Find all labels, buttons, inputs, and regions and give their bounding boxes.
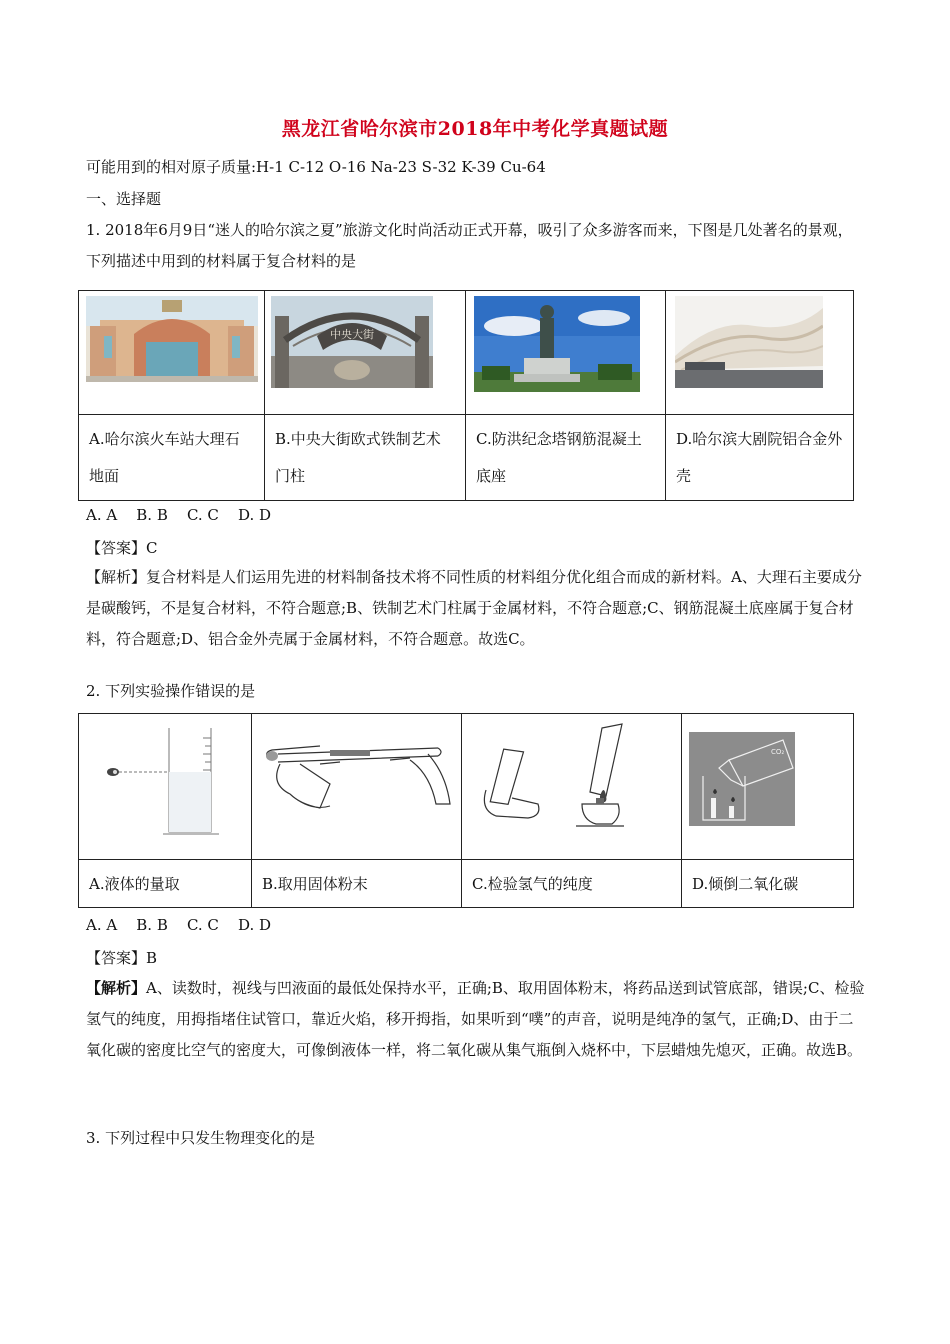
grand-theatre-image	[675, 296, 823, 388]
q2-option-d: D. D	[238, 916, 272, 934]
q2-stem: 2. 下列实验操作错误的是	[86, 682, 256, 700]
q2-option-a: A. A	[86, 916, 118, 934]
q2-analysis-text: A、读数时，视线与凹液面的最低处保持水平，正确;B、取用固体粉末，将药品送到试管底部，错误;C、检验氢气的纯度，用拇指堵住试管口，靠近火焰，移开拇指，如果听到“噗”的声音，说明是纯净的氢气，正确;D、由于二氧化碳的密度比空气的密度大，可像倒液体一样，将二氧化碳从集气瓶倒入烧杯中，下层蜡烛先熄灭，正确。故选B。	[86, 979, 865, 1059]
bottle-label: CO₂	[771, 748, 785, 756]
q1-caption-b: B.中央大街欧式铁制艺术门柱	[275, 430, 441, 485]
q1-image-a-cell	[79, 291, 265, 415]
gate-sign-text: 中央大街	[330, 328, 374, 341]
q1-option-d: D. D	[238, 506, 272, 524]
q2-option-c: C. C	[186, 916, 219, 934]
q2-answer	[86, 948, 870, 968]
q1-caption-c: C.防洪纪念塔钢筋混凝土底座	[476, 430, 642, 485]
q1-caption-d: D.哈尔滨大剧院铝合金外壳	[676, 430, 843, 485]
q2-image-c-cell	[462, 714, 682, 860]
q2-image-table	[78, 713, 854, 908]
graduated-cylinder-diagram	[99, 724, 229, 844]
q2-image-d-cell	[682, 714, 854, 860]
q2-caption-a: A.液体的量取	[89, 875, 180, 893]
q1-options	[86, 506, 271, 524]
q2-analysis	[86, 973, 866, 1066]
hydrogen-purity-test-diagram	[472, 720, 672, 838]
q2-image-a-cell	[79, 714, 252, 860]
railway-station-image	[86, 296, 258, 382]
q2-caption-d: D.倾倒二氧化碳	[692, 875, 799, 893]
q1-analysis-text: 复合材料是人们运用先进的材料制备技术将不同性质的材料组分优化组合而成的新材料。A、大理石主要成分是碳酸钙，不是复合材料，不符合题意;B、铁制艺术门柱属于金属材料，不符合题意;C、钢筋混凝土底座属于复合材料，符合题意;D、铝合金外壳属于金属材料，不符合题意。故选C。	[86, 568, 862, 648]
q1-option-c: C. C	[186, 506, 219, 524]
flood-memorial-tower-image	[474, 296, 640, 392]
q1-image-c-cell	[466, 291, 666, 415]
q1-option-b: B. B	[136, 506, 168, 524]
q1-stem: 1. 2018年6月9日“迷人的哈尔滨之夏”旅游文化时尚活动正式开幕，吸引了众多游客而来，下图是几处著名的景观，下列描述中用到的材料属于复合材料的是	[86, 221, 853, 270]
q1-caption-a: A.哈尔滨火车站大理石地面	[89, 430, 240, 485]
q2-option-b: B. B	[136, 916, 168, 934]
q1-answer-value: C	[146, 539, 158, 557]
hand-icon	[290, 794, 330, 808]
q2-answer-label: 【答案】	[86, 949, 147, 967]
q1-option-a: A. A	[86, 506, 118, 524]
q2-caption-b: B.取用固体粉末	[262, 875, 368, 893]
q2-options	[86, 916, 271, 934]
q2-analysis-label: 【解析】	[86, 979, 147, 997]
section-heading: 一、选择题	[86, 190, 162, 208]
eye-icon	[107, 768, 119, 776]
atomic-masses-line: 可能用到的相对原子质量:H-1 C-12 O-16 Na-23 S-32 K-39 Cu-64	[86, 158, 546, 176]
q3-stem: 3. 下列过程中只发生物理变化的是	[86, 1129, 316, 1147]
q2-answer-value: B	[146, 949, 158, 967]
q2-caption-c: C.检验氢气的纯度	[472, 875, 593, 893]
q1-analysis	[86, 562, 866, 655]
q2-image-b-cell	[252, 714, 462, 860]
q1-image-table	[78, 290, 854, 501]
test-tube-powder-diagram	[260, 724, 454, 834]
q1-answer	[86, 538, 870, 558]
q1-answer-label: 【答案】	[86, 539, 147, 557]
page-title: 黑龙江省哈尔滨市2018年中考化学真题试题	[281, 118, 669, 140]
pouring-co2-diagram	[689, 732, 795, 826]
central-street-gate-image	[271, 296, 433, 388]
q1-analysis-label: 【解析】	[86, 568, 147, 586]
q1-image-b-cell	[265, 291, 466, 415]
q1-image-d-cell	[666, 291, 854, 415]
